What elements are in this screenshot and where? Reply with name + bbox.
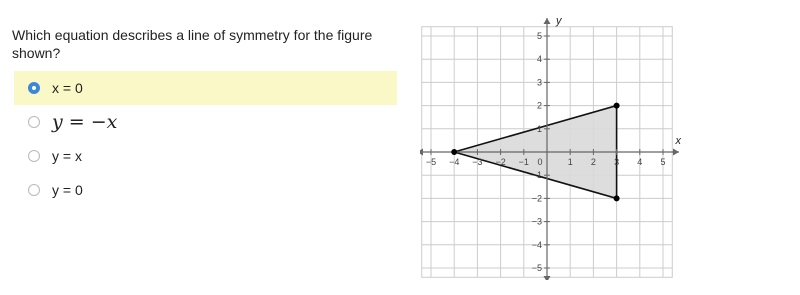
y-tick-label: 1 <box>536 123 542 134</box>
x-tick-label: −2 <box>495 157 506 167</box>
y-tick-label: −5 <box>531 263 542 273</box>
y-tick-label: 4 <box>536 54 542 65</box>
radio-icon[interactable] <box>28 184 40 196</box>
y-tick-label: 3 <box>536 77 542 88</box>
vertex-point <box>614 195 620 201</box>
y-tick-label: −4 <box>531 239 542 250</box>
x-tick-label: 3 <box>614 157 620 167</box>
y-tick-label: −3 <box>531 216 542 227</box>
x-tick-label: 0 <box>537 157 543 167</box>
choice-label: y = 0 <box>52 182 83 198</box>
x-axis-arrow-left <box>420 149 423 156</box>
choice-label: y = −x <box>52 111 118 133</box>
x-axis-arrow-right <box>673 149 679 156</box>
coordinate-graph <box>420 16 692 280</box>
x-tick-label: 1 <box>567 157 573 167</box>
radio-icon[interactable] <box>28 116 40 128</box>
x-axis-label: x <box>675 135 681 147</box>
question-text: Which equation describes a line of symmetry for the figure shown? <box>12 27 373 61</box>
choice-y-equals-neg-x[interactable] <box>14 105 397 139</box>
y-tick-label: 2 <box>536 100 542 111</box>
y-axis-arrow-up <box>544 18 551 24</box>
choice-y-equals-0[interactable] <box>14 173 397 207</box>
y-tick-label: 5 <box>536 31 542 41</box>
x-tick-label: 2 <box>590 157 596 167</box>
x-tick-label: −5 <box>425 157 437 167</box>
x-tick-label: 5 <box>660 157 666 167</box>
radio-icon[interactable] <box>28 150 40 162</box>
choice-label: x = 0 <box>52 80 83 96</box>
x-tick-label: 4 <box>637 157 643 167</box>
x-tick-label: −4 <box>449 157 460 167</box>
x-tick-label: −3 <box>472 157 483 167</box>
radio-selected-icon[interactable] <box>28 82 40 94</box>
x-tick-label: −1 <box>518 157 529 167</box>
y-axis-label: y <box>556 16 562 27</box>
vertex-point <box>451 149 457 155</box>
choice-y-equals-x[interactable] <box>14 139 397 173</box>
y-tick-label: −2 <box>531 193 542 204</box>
y-axis-arrow-down <box>544 276 551 280</box>
choice-label: y = x <box>52 148 82 164</box>
vertex-point <box>614 103 620 109</box>
choice-x-equals-0[interactable] <box>14 71 397 105</box>
y-tick-label: −1 <box>531 170 542 181</box>
